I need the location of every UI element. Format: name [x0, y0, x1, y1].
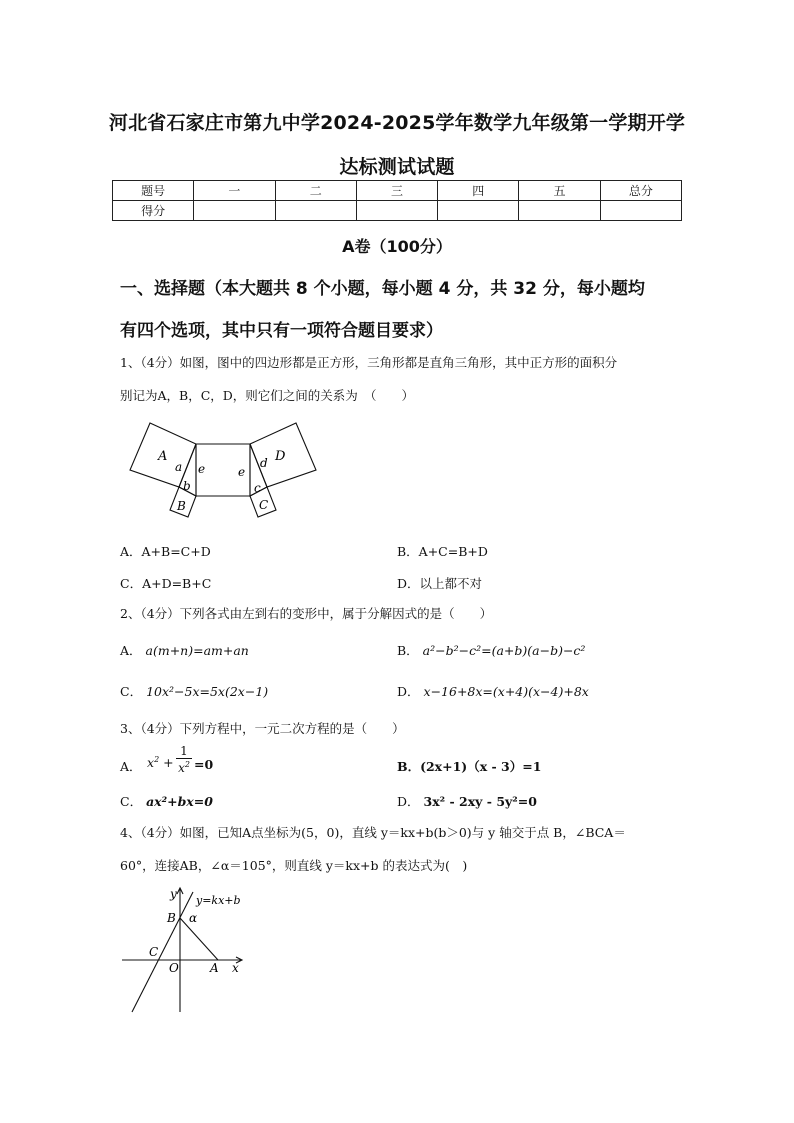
question-1-figure	[120, 418, 330, 524]
label-alpha: α	[189, 911, 198, 925]
score-input-cell[interactable]	[519, 201, 600, 221]
question-3-stem: 3、（4分）下列方程中，一元二次方程的是（ ）	[120, 721, 405, 736]
option-letter: A．	[120, 759, 142, 774]
q3-option-c[interactable]	[120, 792, 213, 810]
score-cell: 四	[438, 181, 519, 201]
q2-option-c[interactable]	[120, 682, 268, 700]
page-title-line2: 达标测试试题	[339, 156, 455, 178]
q3-option-a-rest: =0	[194, 757, 214, 772]
question-4-stem-line2: 60°，连接AB，∠α＝105°，则直线 y＝kx+b 的表达式为( )	[120, 858, 468, 873]
score-input-cell[interactable]	[356, 201, 437, 221]
score-table	[112, 180, 682, 221]
q1-option-c[interactable]: C．A+D=B+C	[120, 576, 212, 591]
q3-option-d[interactable]	[397, 792, 537, 810]
score-table-header-row	[113, 181, 682, 201]
q2-option-b[interactable]	[397, 641, 585, 659]
option-letter: D．	[397, 684, 420, 699]
score-input-cell[interactable]	[194, 201, 275, 221]
label-c-lower: c	[254, 481, 261, 495]
label-x: x	[232, 961, 239, 975]
score-cell: 五	[519, 181, 600, 201]
question-4-stem: 4、（4分）如图，已知A点坐标为(5，0)，直线 y＝kx+b(b＞0)与 y 轴交于点 B，∠BCA＝	[120, 825, 626, 840]
q2-option-d[interactable]	[397, 682, 589, 700]
question-1-stem: 1、（4分）如图，图中的四边形都是正方形，三角形都是直角三角形，其中正方形的面积分	[120, 355, 618, 370]
q2-option-b-formula: a²−b²−c²=(a+b)(a−b)−c²	[422, 643, 586, 658]
label-y: y	[170, 887, 177, 901]
fraction-denominator: $x^2$	[178, 760, 190, 775]
score-cell: 三	[356, 181, 437, 201]
question-2-stem: 2、（4分）下列各式由左到右的变形中，属于分解因式的是（ ）	[120, 606, 493, 621]
score-input-cell[interactable]	[600, 201, 681, 221]
label-o: O	[169, 961, 179, 975]
q3-option-a-fraction	[176, 745, 192, 774]
label-c-upper: C	[259, 498, 269, 512]
q1-option-b[interactable]: B．A+C=B+D	[397, 544, 488, 559]
label-a-upper: A	[158, 449, 168, 464]
option-letter: A．	[120, 643, 142, 658]
question-4-figure	[118, 884, 258, 1016]
score-cell: 二	[275, 181, 356, 201]
question-1-stem-line2: 别记为A，B，C，D，则它们之间的关系为 （ ）	[120, 388, 415, 403]
label-c: C	[149, 945, 159, 959]
label-b-upper: B	[177, 499, 186, 513]
score-cell: 一	[194, 181, 275, 201]
option-letter: C．	[120, 794, 143, 809]
label-line-equation: y=kx+b	[196, 894, 241, 907]
score-input-cell[interactable]	[438, 201, 519, 221]
q1-option-a[interactable]: A．A+B=C+D	[120, 544, 211, 559]
label-d-upper: D	[275, 449, 286, 464]
segment-ab	[180, 918, 218, 960]
section-heading: 一、选择题（本大题共 8 个小题，每小题 4 分，共 32 分，每小题均	[120, 279, 645, 299]
label-b-lower: b	[183, 479, 191, 493]
q3-option-d-formula: 3x² - 2xy - 5y²=0	[423, 794, 537, 809]
label-b: B	[167, 911, 176, 925]
option-letter: C．	[120, 684, 143, 699]
label-e-left: e	[198, 462, 206, 476]
q1-option-d[interactable]: D．以上都不对	[397, 576, 483, 591]
q2-option-c-formula: 10x²−5x=5x(2x−1)	[146, 684, 269, 699]
label-a: A	[210, 961, 219, 975]
volume-heading: A卷（100分）	[342, 237, 452, 256]
label-e-right: e	[238, 465, 246, 479]
line-kx-b	[132, 892, 193, 1012]
score-input-cell[interactable]	[275, 201, 356, 221]
score-cell: 总分	[600, 181, 681, 201]
option-letter: D．	[397, 794, 420, 809]
label-a-lower: a	[175, 460, 183, 474]
page-title: 河北省石家庄市第九中学2024-2025学年数学九年级第一学期开学	[108, 112, 686, 134]
score-table-score-row	[113, 201, 682, 221]
fraction-numerator: 1	[176, 745, 192, 759]
q2-option-a-formula: a(m+n)=am+an	[145, 643, 249, 658]
q2-option-d-formula: x−16+8x=(x+4)(x−4)+8x	[423, 684, 589, 699]
score-cell: 得分	[113, 201, 194, 221]
q2-option-a[interactable]	[120, 641, 249, 659]
option-letter: B．	[397, 643, 419, 658]
label-d-lower: d	[260, 456, 268, 470]
section-heading-line2: 有四个选项，其中只有一项符合题目要求）	[120, 321, 443, 341]
q3-option-a-x2-term: $x^2$ +	[147, 755, 174, 771]
q3-option-b[interactable]: B．(2x+1)（x - 3）=1	[397, 759, 542, 774]
q3-option-c-formula: ax²+bx=0	[146, 794, 213, 809]
score-cell: 题号	[113, 181, 194, 201]
